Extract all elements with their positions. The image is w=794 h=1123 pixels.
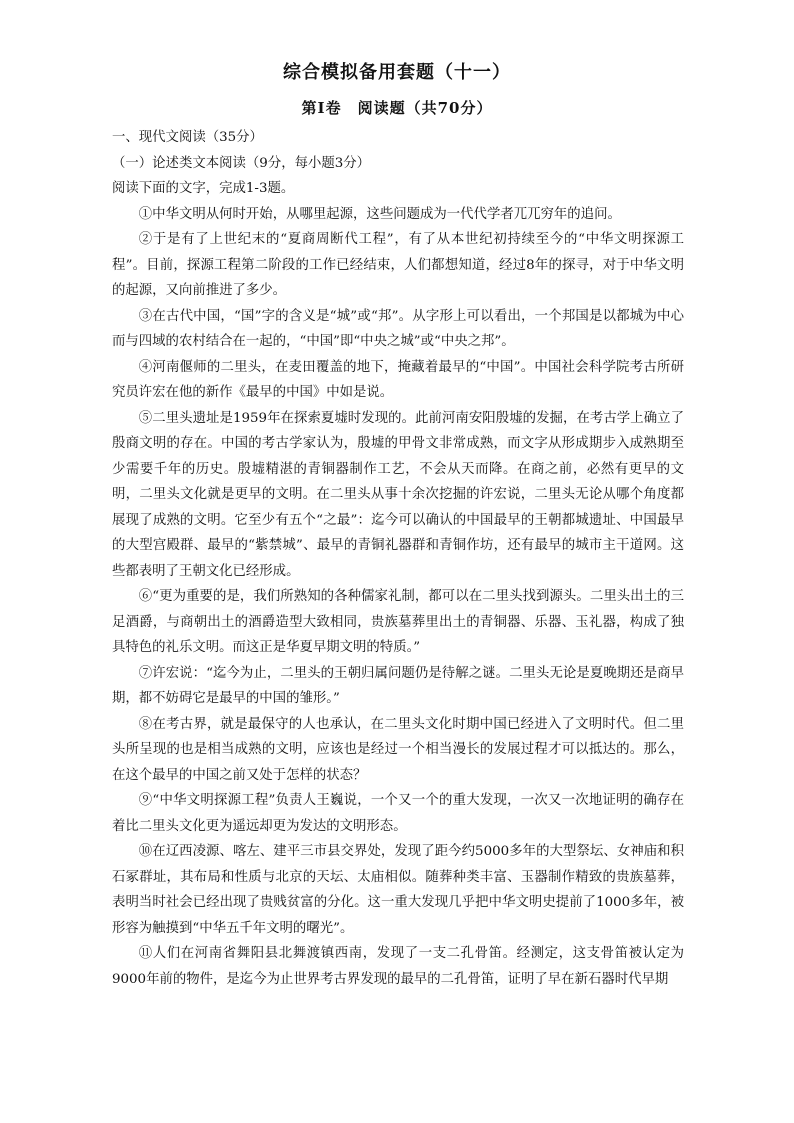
document-title: 综合模拟备用套题（十一）: [283, 62, 511, 83]
paragraph-7: ⑦许宏说：“迄今为止，二里头的王朝归属问题仍是待解之谜。二里头无论是夏晚期还是商早期，都不妨碍它是最早的中国的雏形。”: [112, 665, 684, 706]
paragraph-4: ④河南偃师的二里头，在麦田覆盖的地下，掩藏着最早的“中国”。中国社会科学院考古所研究员许宏在他的新作《最早的中国》中如是说。: [112, 359, 684, 400]
paragraph-3: ③在古代中国，“国”字的含义是“城”或“邦”。从字形上可以看出，一个邦国是以都城为中心而与四域的农村结合在一起的，“中国”即“中央之城”或“中央之邦”。: [112, 308, 684, 349]
subsection-heading: （一）论述类文本阅读（9分，每小题3分）: [112, 155, 371, 171]
section-heading: 一、现代文阅读（35分）: [112, 130, 263, 145]
paragraph-2: ②于是有了上世纪末的“夏商周断代工程”，有了从本世纪初持续至今的“中华文明探源工程”。目前，探源工程第二阶段的工作已经结束，人们都想知道，经过8年的探寻，对于中华文明的起源，又向前推进了多少。: [112, 232, 684, 298]
paragraph-8: ⑧在考古界，就是最保守的人也承认，在二里头文化时期中国已经进入了文明时代。但二里头所呈现的也是相当成熟的文明，应该也是经过一个相当漫长的发展过程才可以抵达的。那么，在这个最早的中国之前又处于怎样的状态？: [112, 716, 684, 783]
document-body: [112, 125, 684, 992]
document-subtitle: 第Ⅰ卷 阅读题（共70分）: [301, 99, 493, 117]
paragraph-10: ⑩在辽西凌源、喀左、建平三市县交界处，发现了距今约5000多年的大型祭坛、女神庙和积石冢群址，其布局和性质与北京的天坛、太庙相似。随葬种类丰富、玉器制作精致的贵族墓葬，表明当时社会已经出现了贵贱贫富的分化。这一重大发现几乎把中华文明史提前了1000多年，被形容为触摸到“中华五千年文明的曙光”。: [112, 844, 684, 936]
paragraph-9: ⑨“中华文明探源工程”负责人王巍说，一个又一个的重大发现，一次又一次地证明的确存在着比二里头文化更为遥远却更为发达的文明形态。: [112, 793, 684, 834]
paragraph-6: ⑥“更为重要的是，我们所熟知的各种儒家礼制，都可以在二里头找到源头。二里头出土的三足酒爵，与商朝出土的酒爵造型大致相同，贵族墓葬里出土的青铜器、乐器、玉礼器，构成了独具特色的礼乐文明。而这正是华夏早期文明的特质。”: [112, 589, 684, 655]
instruction-text: 阅读下面的文字，完成1-3题。: [112, 181, 295, 196]
paragraph-5: ⑤二里头遗址是1959年在探索夏墟时发现的。此前河南安阳殷墟的发掘，在考古学上确立了殷商文明的存在。中国的考古学家认为，殷墟的甲骨文非常成熟，而文字从形成期步入成熟期至少需要千年的历史。殷墟精湛的青铜器制作工艺，不会从天而降。在商之前，必然有更早的文明，二里头文化就是更早的文明。在二里头从事十余次挖掘的许宏说，二里头无论从哪个角度都展现了成熟的文明。它至少有五个“之最”：迄今可以确认的中国最早的王朝都城遗址、中国最早的大型宫殿群、最早的“紫禁城”、最早的青铜礼器群和青铜作坊，还有最早的城市主干道网。这些都表明了王朝文化已经形成。: [112, 410, 684, 579]
paragraph-1: ①中华文明从何时开始，从哪里起源，这些问题成为一代代学者兀兀穷年的追问。: [138, 206, 621, 222]
paragraph-11: ⑪人们在河南省舞阳县北舞渡镇西南，发现了一支二孔骨笛。经测定，这支骨笛被认定为9000年前的物件，是迄今为止世界考古界发现的最早的二孔骨笛，证明了早在新石器时代早期: [112, 946, 684, 987]
